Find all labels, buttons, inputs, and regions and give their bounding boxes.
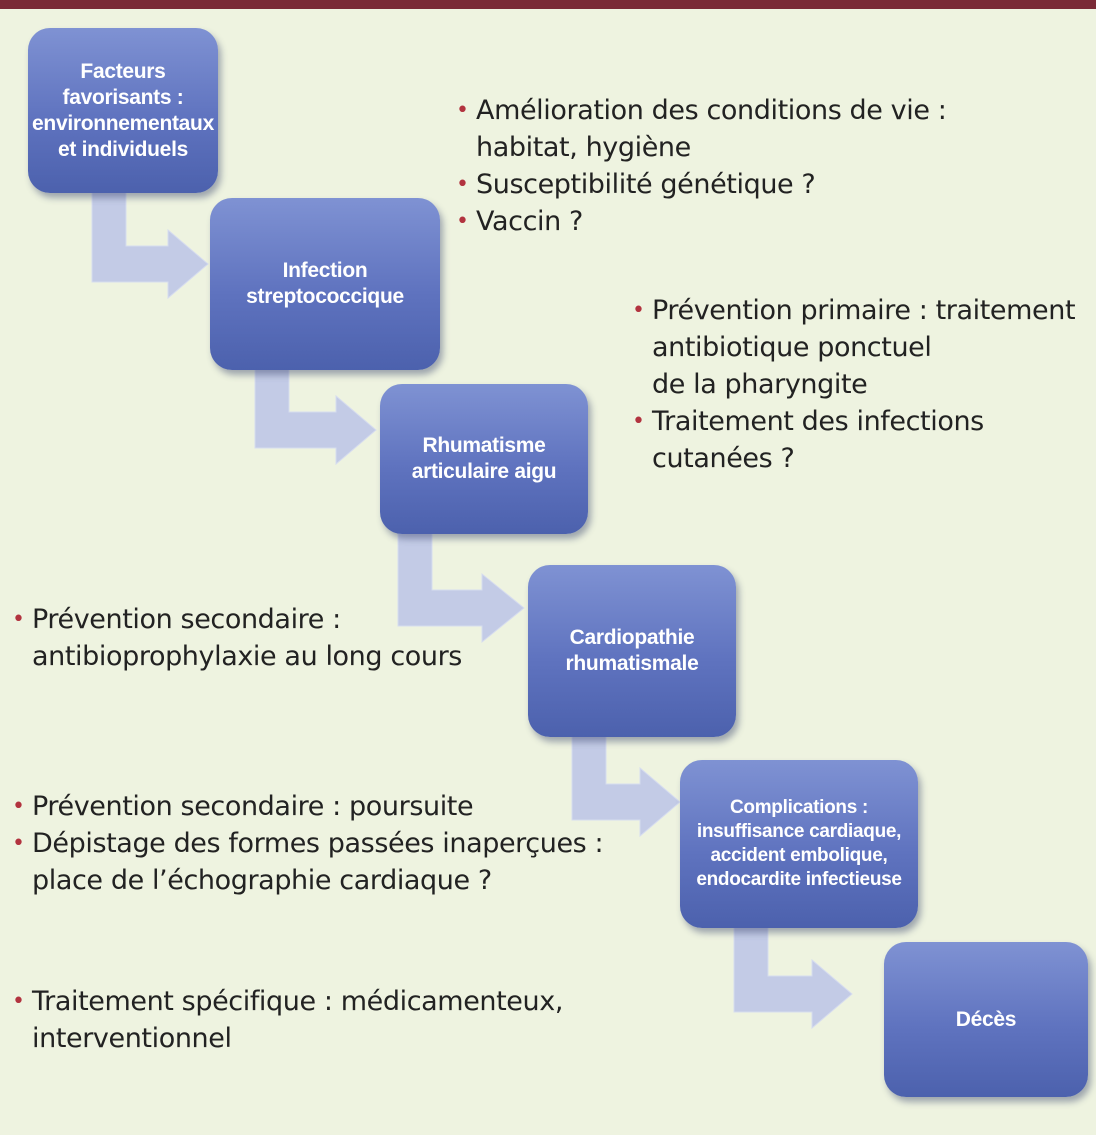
notes-rhumatisme (12, 601, 462, 675)
note-item: • Susceptibilité génétique ? (456, 166, 946, 203)
bullet-icon: • (632, 409, 645, 434)
box-complications: Complications : insuffisance cardiaque, accident embolique, endocardite infectieuse (680, 760, 918, 928)
notes-cardiopathie (12, 788, 603, 899)
notes-infection (632, 292, 1075, 477)
arrow-5 (734, 924, 852, 1028)
box-cardiopathie-rhumatismale: Cardiopathie rhumatismale (528, 565, 736, 737)
box-rhumatisme-articulaire-aigu: Rhumatisme articulaire aigu (380, 384, 588, 534)
arrow-1 (92, 190, 208, 298)
bullet-icon: • (12, 831, 25, 856)
box-facteurs-favorisants: Facteurs favorisants : environnementaux et individuels (28, 28, 218, 193)
note-item: • Prévention secondaire : antibioprophylaxie au long cours (12, 601, 462, 675)
note-item: • Prévention secondaire : poursuite (12, 788, 603, 825)
note-item: • Vaccin ? (456, 203, 946, 240)
box-deces: Décès (884, 942, 1088, 1097)
box-infection-streptococcique: Infection streptococcique (210, 198, 440, 370)
note-item: • Dépistage des formes passées inaperçues : place de l’échographie cardiaque ? (12, 825, 603, 899)
notes-complications (12, 983, 563, 1057)
note-item: • Prévention primaire : traitement antibiotique ponctuel de la pharyngite (632, 292, 1075, 403)
bullet-icon: • (456, 172, 469, 197)
bullet-icon: • (632, 298, 645, 323)
notes-facteurs (456, 92, 946, 240)
note-item: • Traitement spécifique : médicamenteux, interventionnel (12, 983, 563, 1057)
note-item: • Amélioration des conditions de vie : habitat, hygiène (456, 92, 946, 166)
bullet-icon: • (12, 794, 25, 819)
bullet-icon: • (456, 98, 469, 123)
note-item: • Traitement des infections cutanées ? (632, 403, 1075, 477)
arrow-2 (255, 368, 376, 464)
bullet-icon: • (12, 989, 25, 1014)
bullet-icon: • (456, 209, 469, 234)
bullet-icon: • (12, 607, 25, 632)
